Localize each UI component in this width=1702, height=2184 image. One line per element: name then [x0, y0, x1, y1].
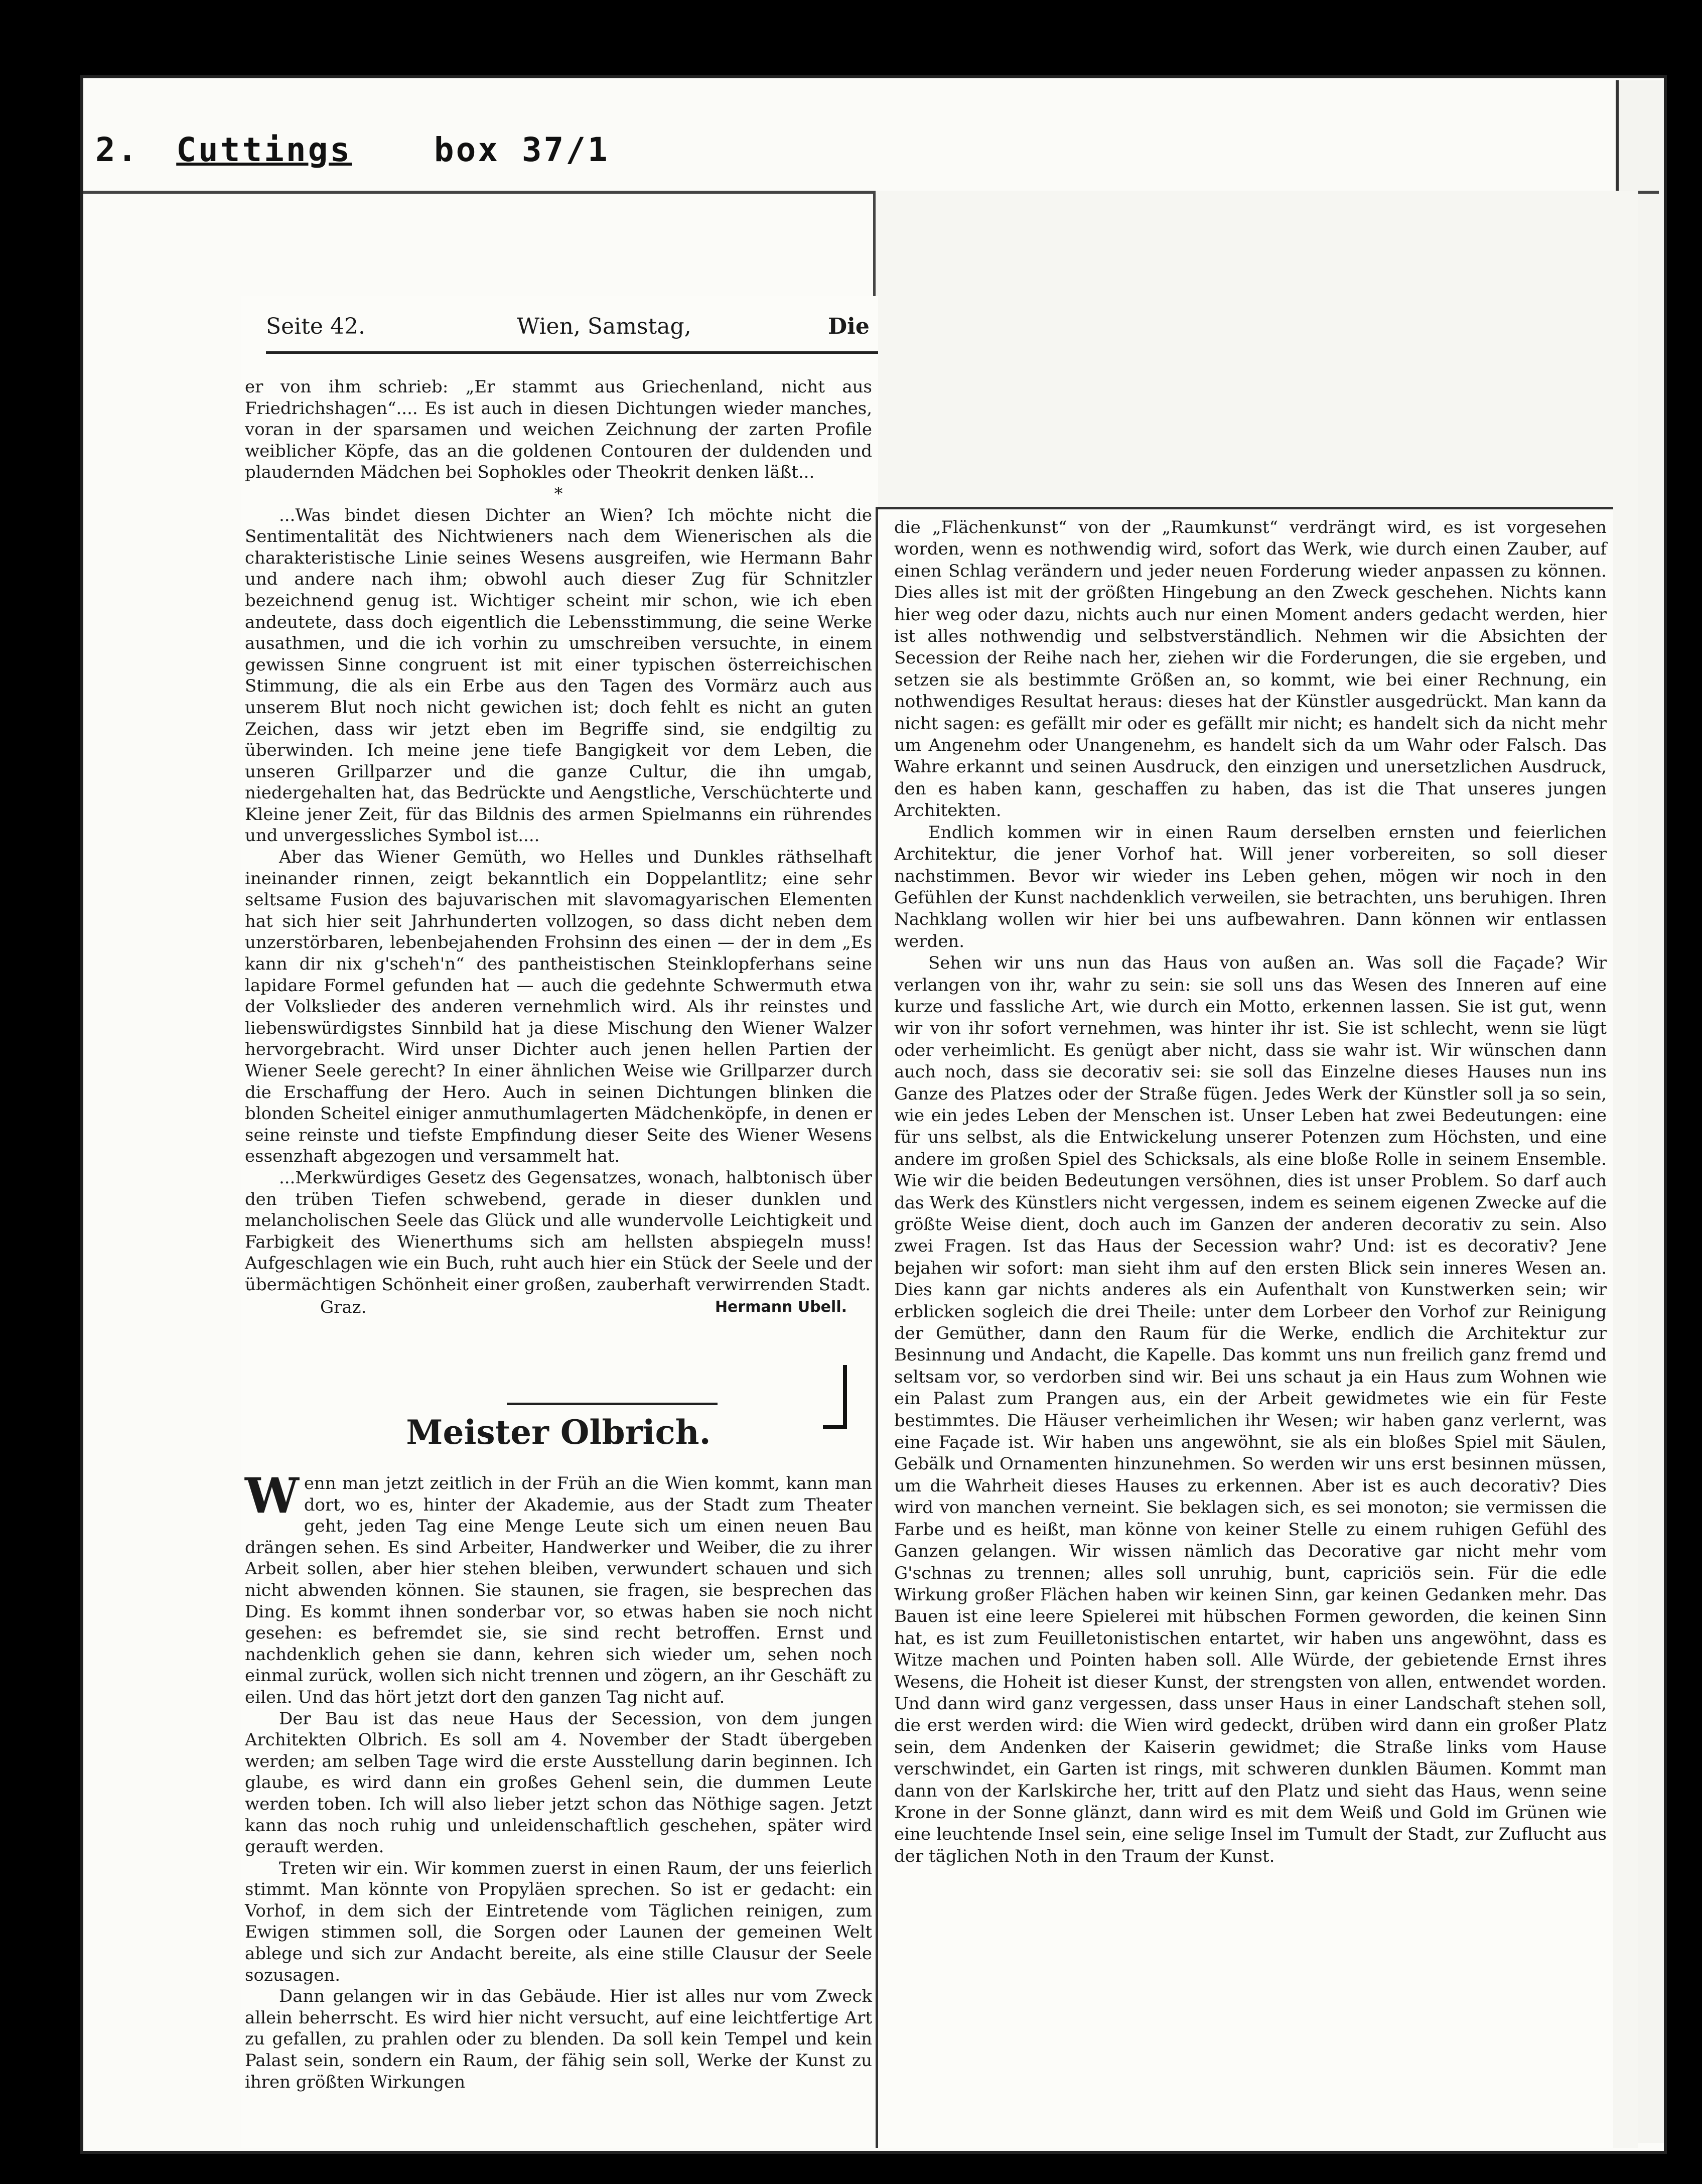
article-title: Meister Olbrich. — [406, 1413, 711, 1452]
paragraph: Treten wir ein. Wir kommen zuerst in einen Raum, der uns feierlich stimmt. Man könnte von Propyläen sprechen. So ist er gedacht: ein Vorhof, in dem sich der Eintretende vom Täglichen reinigen, zum Ewigen stimmen soll, die Sorgen oder Launen der gemeinen Welt ablege und sich zur Andacht bereite, als eine stille Clausur der Seele sozusagen. — [245, 1858, 872, 1985]
paragraph: Der Bau ist das neue Haus der Secession, von dem jungen Architekten Olbrich. Es soll am 4. November der Stadt übergeben werden; am selben Tage wird die erste Ausstellung darin beginnen. Ich glaube, es wird dann ein großes Gehenl sein, die dummen Leute werden toben. Ich will also lieber jetzt schon das Nöthige sagen. Jetzt kann das noch ruhig und unleidenschaftlich geschehen, später wird gerauft werden. — [245, 1708, 872, 1857]
archive-label-prefix: 2. — [95, 130, 139, 169]
section-asterisk: * — [554, 483, 563, 504]
paragraph: ...Was bindet diesen Dichter an Wien? Ich möchte nicht die Sentimentalität des Nichtwieners nach dem Wienerischen als die charakteristische Linie seines Wesens ausgreifen, wie Hermann Bahr und andere nach ihm; obwohl auch dieser Zug für Schnitzler bezeichnend genug ist. Wichtiger scheint mir schon, wie ich eben andeutete, dass doch eigentlich die Lebensstimmung, die seine Werke ausathmen, und die ich vorhin zu umschreiben versuchte, in einem gewissen Sinne congruent ist mit einer typischen österreichischen Stimmung, die als ein Erbe aus den Tagen des Vormärz auch aus unserem Blut noch nicht gewichen ist; doch fehlt es nicht an guten Zeichen, dass wir jetzt eben im Begriffe sind, sie endgiltig zu überwinden. Ich meine jene tiefe Bangigkeit vor dem Leben, die unseren Grillparzer und die ganze Cultur, die ihn umgab, niedergehalten hat, das Bedrückte und Aengstliche, Verschüchterte und Kleine jener Zeit, für das Bildnis des armen Spielmanns ein rührendes und unvergessliches Symbol ist.... — [245, 505, 872, 846]
article-olbrich-column-left — [245, 1467, 872, 2093]
newspaper-page-number: Seite 42. — [266, 314, 365, 339]
paragraph: ...Merkwürdiges Gesetz des Gegensatzes, wonach, halbtonisch über den trüben Tiefen schwebend, gerade in dieser dunklen und melancholischen Seele das Glück und alle wundervolle Leichtigkeit und Farbigkeit des Wienerthums sich am hellsten abspiegeln muss! Aufgeschlagen wie ein Buch, ruht auch hier ein Stück der Seele und der übermächtigen Schönheit einer großen, zauberhaft verwirrenden Stadt. — [245, 1167, 872, 1295]
paragraph-text: enn man jetzt zeitlich in der Früh an die Wien kommt, kann man dort, wo es, hinter der Akademie, aus der Stadt zum Theater geht, jeden Tag eine Menge Leute sich um einen neuen Bau drängen sehen. Es sind Arbeiter, Handwerker und Weiber, die zu ihrer Arbeit sollen, aber hier stehen bleiben, verwundert schauen und sich nicht abwenden können. Sie staunen, sie fragen, sie besprechen das Ding. Es kommt ihnen sonderbar vor, so etwas haben sie noch nicht gesehen: es befremdet sie, sie sind recht betroffen. Ernst und nachdenklich gehen sie dann, kehren sich wieder um, sehen noch einmal zurück, wollen sich nicht trennen und zögern, an ihr Geschäft zu eilen. Und das hört jetzt dort den ganzen Tag nicht auf. — [245, 1473, 872, 1707]
article-olbrich-column-right — [894, 517, 1607, 1867]
newspaper-header — [266, 314, 878, 349]
paragraph: die „Flächenkunst“ von der „Raumkunst“ verdrängt wird, es ist vorgesehen worden, wenn es nothwendig wird, sofort das Werk, wie durch einen Zauber, auf einen Schlag verändern und jeder neuen Forderung wieder anpassen zu können. Dies alles ist mit der größten Hingebung an den Zweck geschehen. Nichts kann hier weg oder dazu, nichts auch nur einen Moment anders gedacht werden, hier ist alles nothwendig und selbstverständlich. Nehmen wir die Absichten der Secession der Reihe nach her, ziehen wir die Forderungen, die sie ergeben, und setzen sie als bestimmte Größen an, so kommt, wie bei einer Rechnung, ein nothwendiges Resultat heraus: dieses hat der Künstler ausgedrückt. Man kann da nicht sagen: es gefällt mir oder es gefällt mir nicht; es handelt sich da nicht mehr um Angenehm oder Unangenehm, es handelt sich da um Wahr oder Falsch. Das Wahre erkannt und seinen Ausdruck, den einzigen und unersetzlichen Ausdruck, den es haben kann, geschaffen zu haben, das ist die That unseres jungen Architekten. — [894, 517, 1607, 821]
paragraph: er von ihm schrieb: „Er stammt aus Griechenland, nicht aus Friedrichshagen“.... Es ist auch in diesen Dichtungen wieder manches, voran in der sparsamen und weichen Zeichnung der zarten Profile weiblicher Köpfe, das an die goldenen Contouren der duldenden und plaudernden Mädchen bei Sophokles oder Theokrit denken läßt... — [245, 377, 872, 483]
dropcap: W — [245, 1467, 299, 1524]
article-ubell-column — [245, 376, 872, 1325]
signature-row — [245, 1297, 872, 1325]
paragraph: Endlich kommen wir in einen Raum derselben ernsten und feierlichen Architektur, die jener Vorhof hat. Will jener vorbereiten, so soll dieser nachstimmen. Bevor wir wieder ins Leben gehen, mögen wir noch in den Gefühlen der Kunst nachdenklich verweilen, sie betrachten, uns beruhigen. Ihren Nachklang wollen wir hier bei uns aufbewahren. Dann können wir entlassen werden. — [894, 822, 1607, 951]
archive-label-title: Cuttings — [176, 130, 352, 169]
newspaper-name-fragment: Die — [828, 314, 870, 339]
paragraph: Aber das Wiener Gemüth, wo Helles und Dunkles räthselhaft ineinander rinnen, zeigt bekanntlich ein Doppelantlitz; eine sehr seltsame Fusion des bajuvarischen mit slavomagyarischen Elementen hat sich hier seit Jahrhunderten vollzogen, so dass dicht neben dem unzerstörbaren, lebenbejahenden Frohsinn des einen — der in dem „Es kann dir nix g'scheh'n“ des pantheistischen Steinklopferhans seine lapidare Formel gefunden hat — auch die gedehnte Schwermuth etwa der Volkslieder des anderen vernehmlich wird. Als ihr reinstes und liebenswürdigstes Sinnbild hat ja diese Mischung den Wiener Walzer hervorgebracht. Wird unser Dichter auch jenen hellen Partien der Wiener Seele gerecht? In einer ähnlichen Weise wie Grillparzer durch die Erschaffung der Hero. Auch in seinen Dichtungen blinken die blonden Scheitel einiger anmuthumlagerten Mädchenköpfe, in denen er seine reinste und tiefste Empfindung dieser Seite des Wiener Wesens essenzhaft abgezogen und versammelt hat. — [245, 847, 872, 1167]
paragraph: Sehen wir uns nun das Haus von außen an. Was soll die Façade? Wir verlangen von ihr, wahr zu sein: sie soll uns das Wesen des Inneren auf eine kurze und fassliche Art, wie durch ein Motto, erkennen lassen. Sie ist gut, wenn wir von ihr sofort vernehmen, was hinter ihr ist. Sie ist schlecht, wenn sie lügt oder verheimlicht. Es genügt aber nicht, dass sie wahr ist. Wir wünschen dann auch noch, dass sie decorativ sei: sie soll das Einzelne dieses Hauses nun ins Ganze des Platzes oder der Straße fügen. Jedes Werk der Künstler soll ja so sein, wie ein jedes Leben der Menschen ist. Unser Leben hat zwei Bedeutungen: eine für uns selbst, als die Entwickelung unserer Potenzen zum Höchsten, und eine andere im großen Spiel des Schicksals, als eine bloße Rolle in seinem Ensemble. Wie wir die beiden Bedeutungen versöhnen, dies ist unser Problem. So darf auch das Werk des Künstlers nicht vergessen, indem es seinem eigenen Zwecke auf die größte Weise dient, doch auch im Ganzen der anderen decorativ zu sein. Also zwei Fragen. Ist das Haus der Secession wahr? Und: ist es decorativ? Jene bejahen wir sofort: man sieht ihm auf den ersten Blick sein inneres Wesen an. Dies kann gar nichts anderes als ein Aufenthalt von Kunstwerken sein; wir erblicken sogleich die drei Theile: unter dem Lorbeer den Vorhof zur Reinigung der Gemüther, dann den Raum für die Werke, endlich die Architektur zur Besinnung und Andacht, die Kapelle. Das kommt uns nun freilich ganz fremd und seltsam vor, so verdorben sind wir. Bei uns schaut ja ein Haus zum Wohnen wie ein Palast zum Prangen aus, ein der Arbeit gewidmetes wie ein für Feste bestimmtes. Die Häuser verheimlichen ihr Wesen; wir haben ganz verlernt, was eine Façade ist. Wir haben uns angewöhnt, sie als ein bloßes Spiel mit Säulen, Gebälk und Ornamenten hinzunehmen. So werden wir uns erst besinnen müssen, um die Wahrheit dieses Hauses zu erkennen. Aber ist es auch decorativ? Dies wird von manchen verneint. Sie beklagen sich, es sei monoton; sie vermissen die Farbe und es heißt, man könne von keiner Stelle zu einem ruhigen Gefühl des Ganzen gelangen. Wir wissen nämlich das Decorative gar nicht mehr vom G'schnas zu trennen; alles soll unruhig, bunt, capriciös sein. Für die edle Wirkung großer Flächen haben wir keinen Sinn, gar keinen Gedanken mehr. Das Bauen ist eine leere Spielerei mit hübschen Formen geworden, die keinen Sinn hat, es ist zum Feuilletonistischen entartet, wir haben uns angewöhnt, dass es Witze machen und Pointen haben soll. Alle Würde, der gebietende Ernst ihres Wesens, die Hoheit ist dieser Kunst, der strengsten von allen, entwendet worden. Und dann wird ganz vergessen, dass unser Haus in einer Landschaft stehen soll, die erst werden wird: die Wien wird gedeckt, drüben wird dann ein großer Platz sein, dem Andenken der Kaiserin gewidmet; die Straße links vom Hause verschwindet, ein Garten ist rings, mit schweren dunklen Bäumen. Kommt man dann von der Karlskirche her, tritt auf den Platz und sieht das Haus, wenn seine Krone in der Sonne glänzt, dann wird es mit dem Weiß und Gold im Grünen wie eine leuchtende Insel sein, eine selige Insel im Tumult der Stadt, zur Zuflucht aus der täglichen Noth in den Traum der Kunst. — [894, 953, 1607, 1866]
signature-author: Hermann Ubell. — [715, 1298, 847, 1316]
article-separator — [507, 1403, 718, 1405]
paragraph-first — [245, 1467, 872, 1708]
newspaper-place-date: Wien, Samstag, — [517, 314, 691, 339]
archive-label — [95, 130, 610, 169]
signature-place: Graz. — [320, 1297, 367, 1317]
paragraph: Dann gelangen wir in das Gebäude. Hier ist alles nur vom Zweck allein beherrscht. Es wird hier nicht versucht, auf eine leichtfertige Art zu gefallen, zu prahlen oder zu blenden. Da soll kein Tempel und kein Palast sein, sondern ein Raum, der fähig sein soll, Werke der Kunst zu ihren größten Wirkungen — [245, 1986, 872, 2092]
archive-label-box: box 37/1 — [434, 130, 610, 169]
header-rule — [266, 351, 878, 354]
